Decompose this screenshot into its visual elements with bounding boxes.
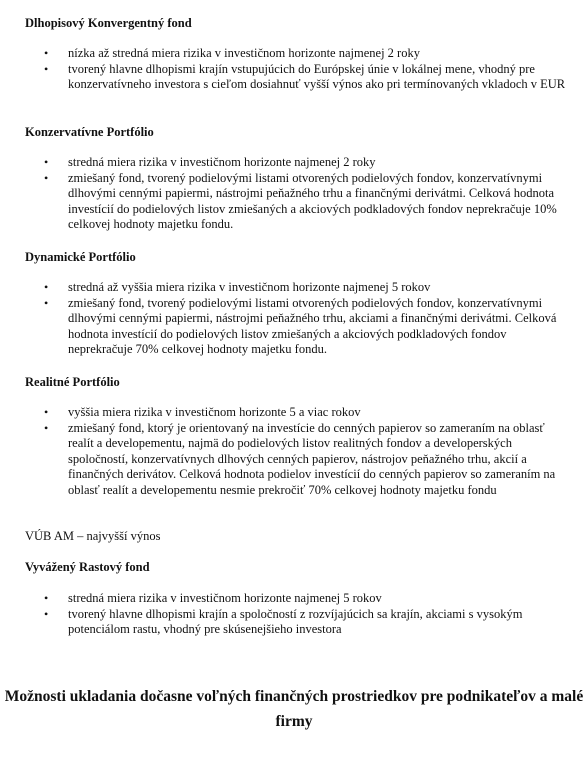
section-heading: Realitné Portfólio xyxy=(25,375,120,389)
list-item-text: stredná miera rizika v investičnom horizonte najmenej 5 rokov xyxy=(68,591,382,605)
bullet-icon: • xyxy=(44,591,49,605)
list-item-text: nízka až stredná miera rizika v investičnom horizonte najmenej 2 roky xyxy=(68,46,420,60)
list-item-text: zmiešaný fond, ktorý je orientovaný na investície do cenných papierov so zameraním na oblasť realít a developementu, najmä do podielových listov realitných fondov a developerských spoločností, konzervatívnych dlhových cenných papierov, nástrojov peňažného trhu, akcií a finančných derivátov. Celková hodnota podielov investícií do cenných papierov so zameraním na oblasť realít a developementu nesmie prekročiť 70% celkovej hodnoty majetku fondu xyxy=(68,420,556,497)
list-item xyxy=(0,591,588,607)
list-item xyxy=(0,280,588,296)
bullet-icon: • xyxy=(44,420,49,435)
list-item-text: stredná miera rizika v investičnom horizonte najmenej 2 roky xyxy=(68,155,376,169)
list-item-text: vyššia miera rizika v investičnom horizonte 5 a viac rokov xyxy=(68,405,361,419)
list-item xyxy=(0,607,588,638)
bullet-icon: • xyxy=(44,61,49,76)
list-item xyxy=(0,421,588,499)
page-title: Možnosti ukladania dočasne voľných finančných prostriedkov pre podnikateľov a malé firmy xyxy=(4,688,584,730)
bullet-list xyxy=(0,280,588,358)
list-item xyxy=(0,296,588,358)
bullet-icon: • xyxy=(44,405,49,419)
list-item xyxy=(0,62,588,93)
bullet-icon: • xyxy=(44,46,49,60)
section-heading: Konzervatívne Portfólio xyxy=(25,125,154,139)
list-item xyxy=(0,46,588,62)
list-item-text: tvorený hlavne dlhopismi krajín vstupujúcich do Európskej únie v lokálnej mene, vhodný pre konzervatívneho investora s cieľom dosiahnuť vyšší výnos ako pri termínovaných vkladoch v EUR xyxy=(68,61,566,92)
list-item xyxy=(0,405,588,421)
list-item-text: zmiešaný fond, tvorený podielovými listami otvorených podielových fondov, konzervatívnymi dlhovými cennými papiermi, nástrojmi peňažného trhu a finančnými derivátmi. Celková hodnota investícií do podielových listov zmiešaných a akciových podkladových fondov neprekračuje 10% celkovej hodnoty majetku fondu. xyxy=(68,170,557,232)
list-item-text: zmiešaný fond, tvorený podielovými listami otvorených podielových fondov, konzervatívnymi dlhovými cennými papiermi, nástrojmi peňažného trhu, akciami a finančnými derivátmi. Celková hodnota investícií do podielových listov zmiešaných a akciových podkladových fondov neprekračuje 70% celkovej hodnoty majetku fondu. xyxy=(68,295,557,357)
list-item-text: stredná až vyššia miera rizika v investičnom horizonte najmenej 5 rokov xyxy=(68,280,431,294)
bullet-list xyxy=(0,405,588,499)
section-heading: Dynamické Portfólio xyxy=(25,250,136,264)
bullet-list xyxy=(0,591,588,638)
highlight-note: VÚB AM – najvyšší výnos xyxy=(25,529,161,543)
bullet-list xyxy=(0,46,588,93)
bullet-icon: • xyxy=(44,155,49,169)
list-item xyxy=(0,155,588,171)
list-item-text: tvorený hlavne dlhopismi krajín a spoločností z rozvíjajúcich sa krajín, akciami s vysokým potenciálom rastu, vhodný pre skúsenejšieho investora xyxy=(68,606,523,637)
bullet-icon: • xyxy=(44,170,49,185)
bullet-list xyxy=(0,155,588,233)
bullet-icon: • xyxy=(44,295,49,310)
list-item xyxy=(0,171,588,233)
section-heading: Dlhopisový Konvergentný fond xyxy=(25,16,192,30)
section-heading: Vyvážený Rastový fond xyxy=(25,560,150,574)
bullet-icon: • xyxy=(44,280,49,294)
bullet-icon: • xyxy=(44,606,49,621)
